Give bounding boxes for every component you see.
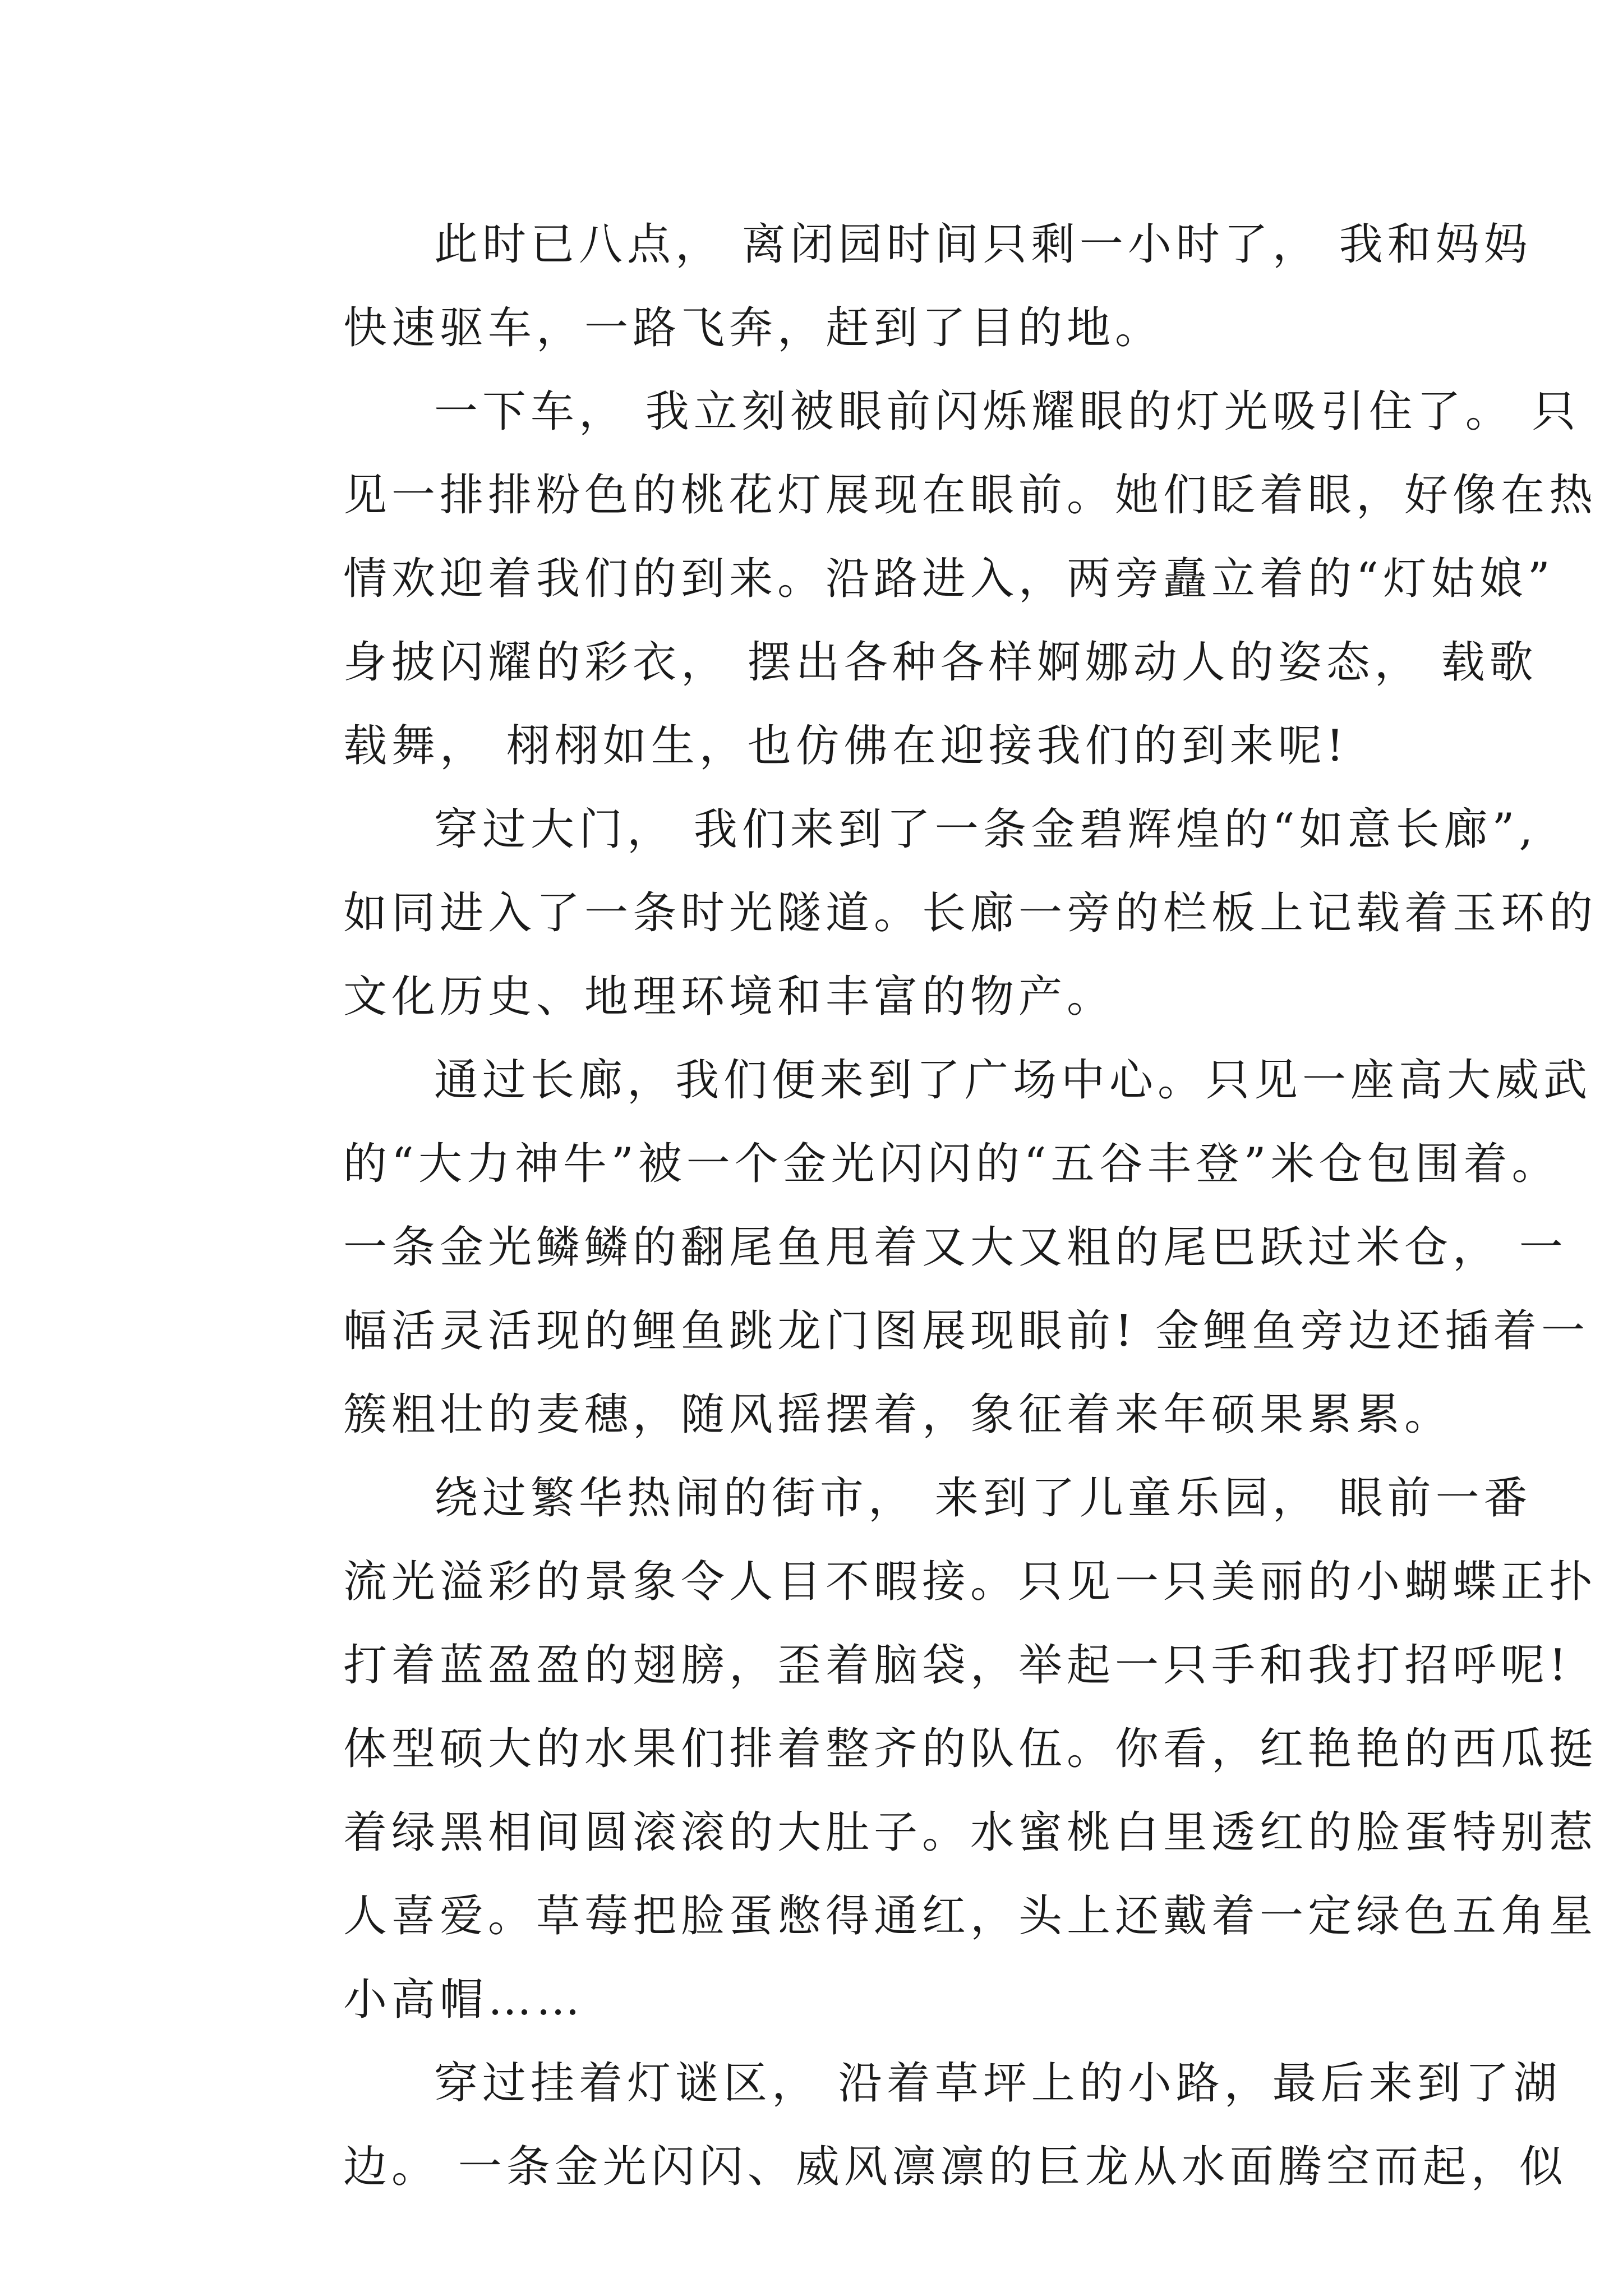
text-line: 身披闪耀的彩衣， 摆出各种各样婀娜动人的姿态， 载歌 <box>343 637 1538 688</box>
text-line: 穿过挂着灯谜区， 沿着草坪上的小路，最后来到了湖 <box>434 2058 1562 2109</box>
text-line: 人喜爱。草莓把脸蛋憋得通红，头上还戴着一定绿色五角星 <box>343 1891 1598 1941</box>
text-line: 的“大力神牛”被一个金光闪闪的“五谷丰登”米仓包围着。 <box>343 1139 1560 1189</box>
text-line: 流光溢彩的景象令人目不暇接。只见一只美丽的小蝴蝶正扑 <box>343 1557 1598 1607</box>
text-line: 体型硕大的水果们排着整齐的队伍。你看，红艳艳的西瓜挺 <box>343 1724 1598 1774</box>
text-line: 着绿黑相间圆滚滚的大肚子。水蜜桃白里透红的脸蛋特别惹 <box>343 1807 1598 1858</box>
text-line: 小高帽…… <box>343 1975 585 2025</box>
text-line: 载舞， 栩栩如生，也仿佛在迎接我们的到来呢! <box>343 721 1349 771</box>
paragraph-3 <box>252 788 1598 1039</box>
paragraph-1 <box>252 203 1532 370</box>
text-line: 簇粗壮的麦穗，随风摇摆着，象征着来年硕果累累。 <box>343 1389 1453 1440</box>
text-line: 见一排排粉色的桃花灯展现在眼前。她们眨着眼，好像在热 <box>343 470 1598 521</box>
paragraph-4 <box>252 1039 1592 1457</box>
text-line: 一条金光鳞鳞的翻尾鱼甩着又大又粗的尾巴跃过米仓， 一 <box>343 1222 1567 1273</box>
text-line: 幅活灵活现的鲤鱼跳龙门图展现眼前! 金鲤鱼旁边还插着一 <box>343 1306 1590 1356</box>
text-line: 文化历史、地理环境和丰富的物产。 <box>343 972 1115 1022</box>
text-line: 情欢迎着我们的到来。沿路进入，两旁矗立着的“灯姑娘” <box>343 554 1555 604</box>
text-line: 穿过大门， 我们来到了一条金碧辉煌的“如意长廊”, <box>434 804 1538 855</box>
text-line: 一下车， 我立刻被眼前闪烁耀眼的灯光吸引住了。 只 <box>434 386 1580 437</box>
text-line: 边。 一条金光闪闪、威风凛凛的巨龙从水面腾空而起，似 <box>343 2142 1567 2192</box>
text-line: 此时已八点， 离闭园时间只剩一小时了， 我和妈妈 <box>434 219 1532 270</box>
article-body <box>252 203 1598 2209</box>
paragraph-5 <box>252 1457 1598 2042</box>
text-line: 打着蓝盈盈的翅膀，歪着脑袋，举起一只手和我打招呼呢! <box>343 1640 1571 1691</box>
text-line: 通过长廊，我们便来到了广场中心。只见一座高大威武 <box>434 1055 1592 1106</box>
text-line: 如同进入了一条时光隧道。长廊一旁的栏板上记载着玉环的 <box>343 888 1598 938</box>
paragraph-6 <box>252 2042 1567 2209</box>
text-line: 绕过繁华热闹的街市， 来到了儿童乐园， 眼前一番 <box>434 1473 1532 1524</box>
text-line: 快速驱车，一路飞奔，赶到了目的地。 <box>343 303 1164 353</box>
paragraph-2 <box>252 370 1598 788</box>
